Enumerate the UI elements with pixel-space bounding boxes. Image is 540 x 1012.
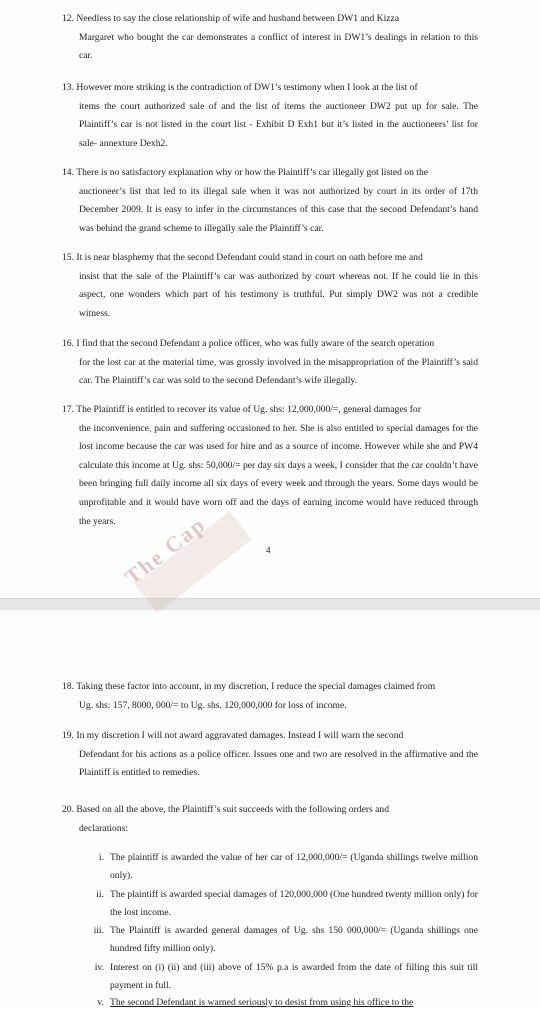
paragraph-continuation: for the lost car at the material time, was grossly involved in the misappropriation of the Plaintiff’s said car. The Plaintiff’s car was sold to the second Defendant’s wife illegally.: [79, 356, 478, 387]
paragraph-first-line: The Plaintiff is entitled to recover its value of Ug. shs: 12,000,000/=, general damages for: [76, 404, 421, 415]
order-item: [80, 849, 478, 886]
paragraph-17: [62, 401, 478, 531]
order-text: The plaintiff is awarded special damages of 120,000,000 (One hundred twenty million only) for the lost income.: [110, 889, 478, 919]
paragraph-continuation: insist that the sale of the Plaintiff’s car was authorized by court whereas not. If he could lie in this aspect, one wonders which part of his testimony is truthful. Put simply DW2 was not a credible witness.: [79, 270, 478, 319]
paragraph-continuation: declarations:: [79, 822, 129, 834]
paragraph-number: 13.: [62, 82, 74, 93]
paragraph-number: 20.: [62, 804, 74, 815]
paragraph-18: [62, 678, 478, 715]
paragraph-first-line: It is near blasphemy that the second Defendant could stand in court on oath before me and: [76, 252, 423, 263]
paragraph-continuation: Ug. shs: 157, 8000, 000/= to Ug. shs. 120,000,000 for loss of income.: [79, 699, 347, 711]
paragraph-continuation: the inconvenience, pain and suffering occasioned to her. She is also entitled to special damages for the lost income because the car was used for hire and as a source of income. However while she and PW4 calculate this income at Ug. shs: 50,000/= per day six days a week, I consider that the car couldn’t have been bringing full daily income all six days of every week and through the years. Some days would be unprofitable and it would have worn off and the days of earning income would have reduced through the years.: [79, 422, 478, 527]
watermark-text: The Cap: [120, 511, 211, 590]
order-numeral: ii.: [96, 889, 104, 900]
paragraph-first-line: I find that the second Defendant a police officer, who was fully aware of the search operation: [76, 338, 435, 349]
order-item: [80, 886, 478, 923]
paragraph-first-line: Based on all the above, the Plaintiff’s suit succeeds with the following orders and: [76, 804, 390, 815]
order-numeral: iv.: [94, 962, 104, 973]
order-item: [80, 994, 478, 1012]
paragraph-number: 16.: [62, 338, 74, 349]
paragraph-continuation: Defendant for his actions as a police officer. Issues one and two are resolved in the affirmative and the Plaintiff is entitled to remedies.: [79, 748, 478, 779]
paragraph-continuation: items the court authorized sale of and the list of items the auctioneer DW2 put up for sale. The Plaintiff’s car is not listed in the court list - Exhibit D Exh1 but it’s listed in the auctioneers’ list for sale- annexture Dexh2.: [79, 100, 478, 149]
paragraph-number: 18.: [62, 681, 74, 692]
order-text: The Plaintiff is awarded general damages of Ug. shs 150 000,000/= (Uganda shillings one hundred fifty million only).: [110, 925, 478, 955]
paragraph-number: 14.: [62, 167, 74, 178]
paragraph-12: [62, 10, 478, 66]
order-text: The second Defendant is warned seriously to desist from using his office to the: [110, 997, 414, 1008]
order-text: Interest on (i) (ii) and (iii) above of 15% p.a is awarded from the date of filling this suit till payment in full.: [110, 962, 478, 992]
order-item: [80, 922, 478, 959]
paragraph-number: 19.: [62, 730, 74, 741]
order-numeral: v.: [97, 997, 104, 1008]
page-number: 4: [266, 545, 271, 555]
paragraph-first-line: Taking these factor into account, in my discretion, I reduce the special damages claimed from: [76, 681, 436, 692]
paragraph-16: [62, 335, 478, 391]
paragraph-first-line: Needless to say the close relationship of wife and husband between DW1 and Kizza: [76, 13, 400, 24]
paragraph-continuation: Margaret who bought the car demonstrates a conflict of interest in DW1’s dealings in relation to this car.: [79, 31, 478, 62]
paragraph-number: 17.: [62, 404, 74, 415]
order-numeral: i.: [98, 852, 104, 863]
paragraph-19: [62, 727, 478, 783]
paragraph-number: 12.: [62, 13, 74, 24]
paragraph-20: [62, 801, 478, 838]
paragraph-continuation: auctioneer’s list that led to its illegal sale when it was not authorized by court in its order of 17th December 2009. It is easy to infer in the circumstances of this case that the second Defendant’s hand was behind the grand scheme to illegally sale the Plaintiff’s car.: [79, 185, 478, 234]
paragraph-first-line: There is no satisfactory explanation why or how the Plaintiff’s car illegally got listed on the: [76, 167, 429, 178]
paragraph-number: 15.: [62, 252, 74, 263]
order-text: The plaintiff is awarded the value of her car of 12,000,000/= (Uganda shillings twelve million only).: [110, 852, 478, 882]
paragraph-15: [62, 249, 478, 323]
paragraph-first-line: However more striking is the contradiction of DW1’s testimony when I look at the list of: [76, 82, 418, 93]
order-item: [80, 959, 478, 996]
paragraph-14: [62, 164, 478, 238]
paragraph-first-line: In my discretion I will not award aggravated damages. Instead I will warn the second: [76, 730, 404, 741]
order-numeral: iii.: [93, 925, 104, 936]
paragraph-13: [62, 79, 478, 153]
